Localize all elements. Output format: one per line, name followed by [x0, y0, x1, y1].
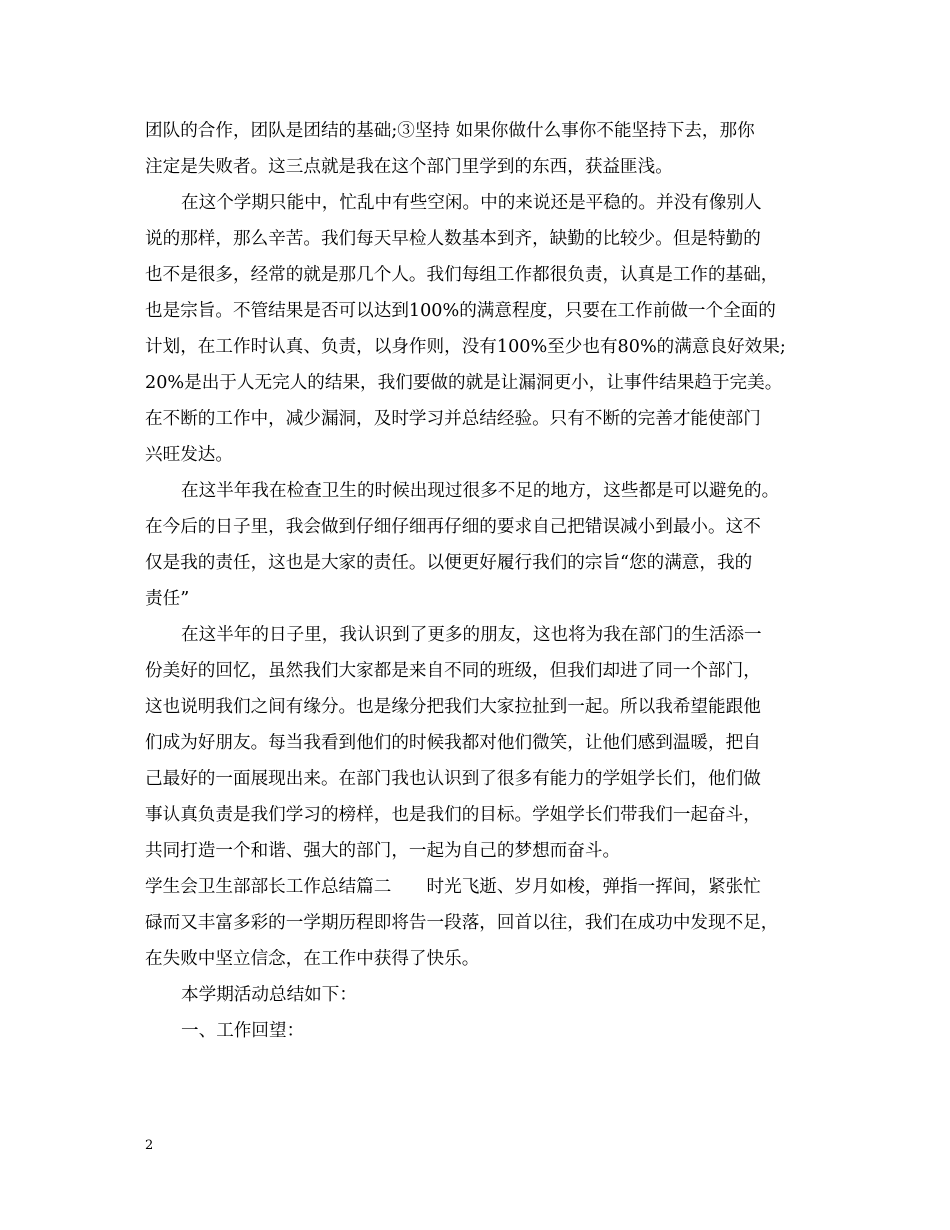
body-line: 事认真负责是我们学习的榜样，也是我们的目标。学姐学长们带我们一起奋斗， — [145, 805, 761, 825]
body-line: 在不断的工作中，减少漏洞，及时学习并总结经验。只有不断的完善才能使部门 — [145, 409, 761, 429]
body-line: 团队的合作，团队是团结的基础;③坚持 如果你做什么事你不能坚持下去，那你 — [145, 121, 755, 141]
body-line: 也不是很多，经常的就是那几个人。我们每组工作都很负责，认真是工作的基础， — [145, 265, 779, 285]
page-number: 2 — [145, 1138, 154, 1153]
body-line: 在这半年的日子里，我认识到了更多的朋友，这也将为我在部门的生活添一 — [181, 625, 762, 645]
body-line: 这也说明我们之间有缘分。也是缘分把我们大家拉扯到一起。所以我希望能跟他 — [145, 697, 761, 717]
body-line: 己最好的一面展现出来。在部门我也认识到了很多有能力的学姐学长们，他们做 — [145, 769, 761, 789]
subheading-line: 一、工作回望： — [181, 1021, 305, 1041]
body-line: 份美好的回忆，虽然我们大家都是来自不同的班级，但我们却进了同一个部门， — [145, 661, 761, 681]
body-line: 仅是我的责任，这也是大家的责任。以便更好履行我们的宗旨“您的满意，我的 — [145, 553, 753, 573]
body-line: 兴旺发达。 — [145, 445, 233, 465]
body-line: 共同打造一个和谐、强大的部门，一起为自己的梦想而奋斗。 — [145, 841, 621, 861]
body-line: 们成为好朋友。每当我看到他们的时候我都对他们微笑，让他们感到温暖，把自 — [145, 733, 761, 753]
body-line: 在这半年我在检查卫生的时候出现过很多不足的地方，这些都是可以避免的。 — [181, 481, 780, 501]
body-line: 说的那样，那么辛苦。我们每天早检人数基本到齐，缺勤的比较少。但是特勤的 — [145, 229, 761, 249]
body-line: 在今后的日子里，我会做到仔细仔细再仔细的要求自己把错误减小到最小。这不 — [145, 517, 761, 537]
body-line: 在这个学期只能中，忙乱中有些空闲。中的来说还是平稳的。并没有像别人 — [181, 193, 762, 213]
body-line: 注定是失败者。这三点就是我在这个部门里学到的东西，获益匪浅。 — [145, 157, 673, 177]
section-heading-line: 学生会卫生部部长工作总结篇二 时光飞逝、岁月如梭，弹指一挥间，紧张忙 — [145, 877, 761, 897]
body-line: 责任” — [145, 589, 190, 609]
body-line: 20%是出于人无完人的结果，我们要做的就是让漏洞更小，让事件结果趋于完美。 — [145, 373, 783, 393]
body-line: 碌而又丰富多彩的一学期历程即将告一段落，回首以往，我们在成功中发现不足， — [145, 913, 779, 933]
body-line: 在失败中坚立信念，在工作中获得了快乐。 — [145, 949, 480, 969]
body-line: 计划，在工作时认真、负责，以身作则，没有100%至少也有80%的满意良好效果; — [145, 337, 786, 357]
body-line: 本学期活动总结如下： — [181, 985, 357, 1005]
body-line: 也是宗旨。不管结果是否可以达到100%的满意程度，只要在工作前做一个全面的 — [145, 301, 776, 321]
